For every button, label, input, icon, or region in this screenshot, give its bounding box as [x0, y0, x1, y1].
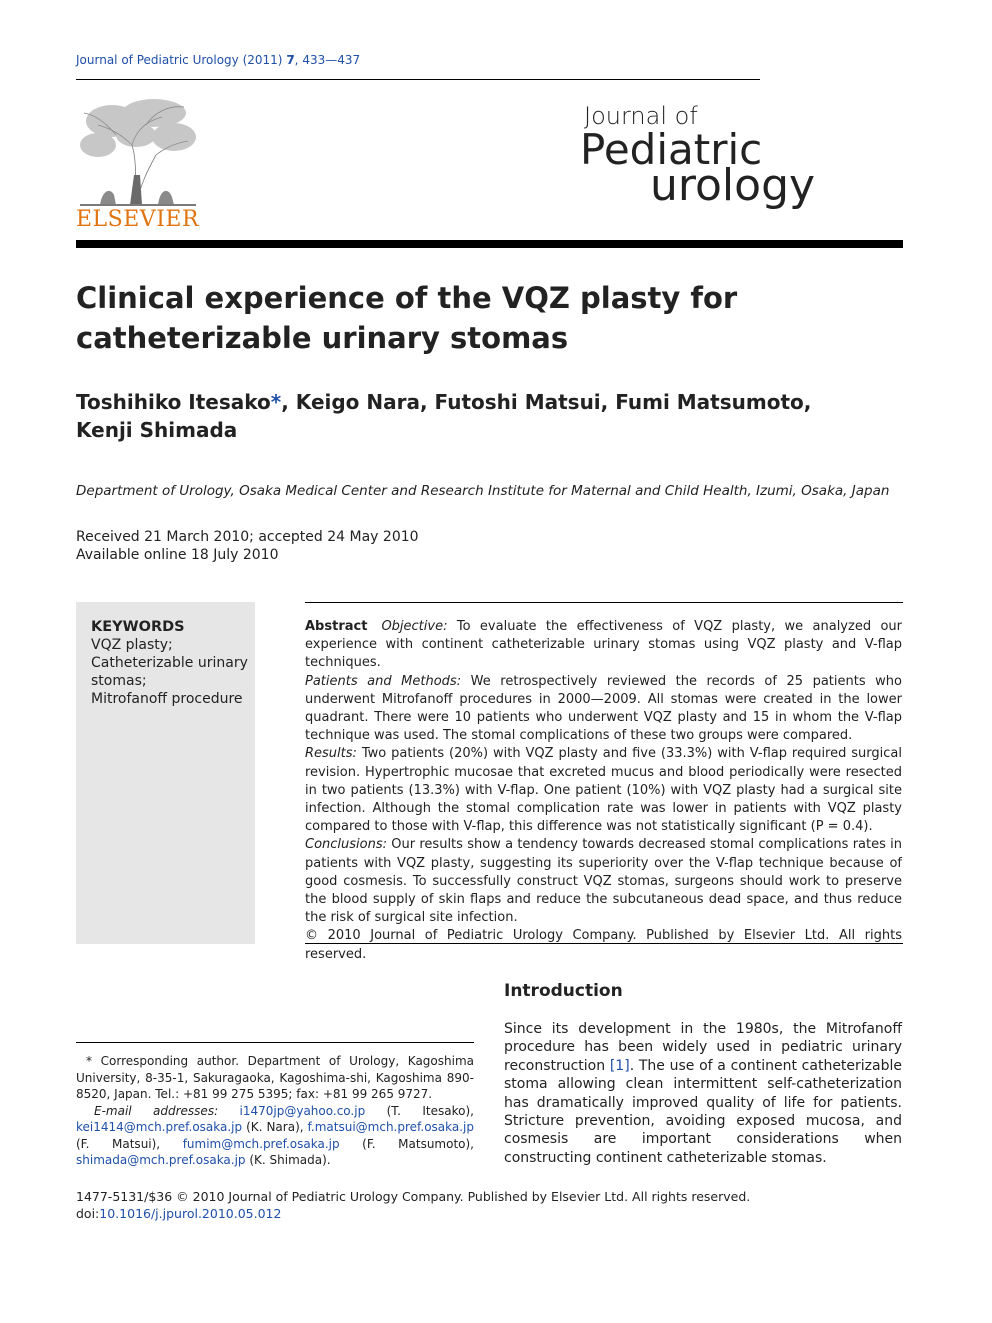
journal-citation-text: Journal of Pediatric Urology (2011) [76, 53, 283, 67]
abstract-results [305, 745, 902, 836]
email-link[interactable]: i1470jp@yahoo.co.jp [239, 1103, 366, 1118]
journal-logo [580, 100, 906, 210]
corresponding-author-star[interactable]: * [270, 390, 282, 414]
email-label: E-mail addresses: [94, 1103, 219, 1118]
results-label: Results: [305, 746, 357, 762]
bottom-info [76, 1189, 750, 1222]
journal-logo-line1: Journal of [584, 102, 698, 130]
affiliation: Department of Urology, Osaka Medical Center and Research Institute for Maternal and Child Health, Izumi, Osaka, Japan [76, 483, 890, 499]
abstract-objective [305, 618, 902, 673]
intro-text-before-ref: Since its development in the 1980s, the Mitrofanoff procedure has been widely used in pediatric urinary reconstruction [504, 1021, 902, 1074]
citation-sep: , [294, 53, 303, 67]
journal-logo-line2: Pediatric [580, 125, 763, 174]
intro-text-after-ref: . The use of a continent catheterizable stoma allowing clean intermittent self-catheterization has dramatically improved quality of life for patients. Stricture prevention, avoiding exposed mucosa, and cosmesis are important considerations when constructing continent catheterizable stomas. [504, 1057, 902, 1166]
email-link[interactable]: shimada@mch.pref.osaka.jp [76, 1153, 246, 1167]
header-thick-rule [76, 240, 903, 248]
citation-rule [76, 79, 760, 80]
email-link[interactable]: fumim@mch.pref.osaka.jp [182, 1136, 340, 1151]
methods-text: We retrospectively reviewed the records of 25 patients who underwent Mitrofanoff procedures in 2000—2009. All stomas were created in the lower quadrant. There were 10 patients who underwent VQZ plasty and 15 in whom the V-flap technique was used. The stomal complications of these two groups were compared. [305, 673, 902, 744]
elsevier-wordmark: ELSEVIER [76, 207, 200, 232]
email-addresses [76, 1103, 474, 1169]
keyword-item: Catheterizable urinary stomas; [91, 655, 248, 689]
authors-line2: Kenji Shimada [76, 418, 238, 442]
available-date: Available online 18 July 2010 [76, 547, 279, 563]
footnote [76, 1053, 474, 1169]
keywords-box [76, 602, 255, 944]
journal-volume: 7 [286, 53, 295, 67]
email-link[interactable]: f.matsui@mch.pref.osaka.jp [307, 1120, 474, 1134]
abstract-methods [305, 673, 902, 746]
abstract-conclusions [305, 836, 902, 927]
issn-line: 1477-5131/$36 © 2010 Journal of Pediatric Urology Company. Published by Elsevier Ltd. All rights reserved. [76, 1189, 751, 1204]
authors-rest: , Keigo Nara, Futoshi Matsui, Fumi Matsumoto, [281, 390, 812, 414]
email-owner: (F. Matsumoto), [339, 1136, 474, 1151]
keyword-item: VQZ plasty; [91, 637, 173, 653]
email-owner: (F. Matsui), [76, 1136, 183, 1151]
email-owner: (T. Itesako), [365, 1103, 474, 1118]
doi-line [76, 1206, 750, 1223]
keyword-item: Mitrofanoff procedure [91, 691, 243, 707]
objective-text: To evaluate the effectiveness of VQZ plasty, we analyzed our experience with continent catheterizable urinary stomas using VQZ plasty and V-flap techniques. [305, 619, 902, 671]
article-title: Clinical experience of the VQZ plasty for catheterizable urinary stomas [76, 281, 738, 355]
received-date: Received 21 March 2010; accepted 24 May 2010 [76, 529, 419, 545]
email-owner: (K. Shimada). [245, 1153, 331, 1167]
doi-label: doi: [76, 1205, 100, 1221]
keywords-heading: KEYWORDS [91, 619, 185, 635]
conclusions-text: Our results show a tendency towards decreased stomal complications rates in patients with VQZ plasty, suggesting its superiority over the V-flap technique because of good cosmesis. To successfully construct VQZ stomas, surgeons should work to preserve the blood supply of skin flaps and reduce the subcutaneous dead space, and thus reduce the risk of surgical site infection. [305, 837, 902, 926]
introduction-heading: Introduction [504, 981, 623, 1001]
objective-label: Objective: [381, 619, 448, 634]
abstract-rule-top [305, 602, 903, 603]
results-text: Two patients (20%) with VQZ plasty and five (33.3%) with V-flap required surgical revision. Hypertrophic mucosae that excreted mucus and blood periodically were resected in two patients (13.3%) with V-flap. One patient (10%) with VQZ plasty had a surgical site infection. Although the stomal complication rate was lower in patients with VQZ plasty compared to those with V-flap, this difference was not statistically significant (P = 0.4). [305, 746, 902, 835]
article-dates [76, 528, 419, 564]
abstract-copyright: © 2010 Journal of Pediatric Urology Company. Published by Elsevier Ltd. All rights reserved. [305, 928, 902, 962]
journal-citation[interactable] [76, 53, 360, 67]
abstract [305, 618, 902, 964]
abstract-label: Abstract [305, 619, 368, 634]
journal-pages: 433—437 [302, 53, 361, 67]
email-link[interactable]: kei1414@mch.pref.osaka.jp [76, 1120, 243, 1134]
footnote-rule [76, 1042, 474, 1043]
corresponding-author-note: * Corresponding author. Department of Urology, Kagoshima University, 8-35-1, Sakuragaoka, Kagoshima-shi, Kagoshima 890-8520, Japan. Tel.: +81 99 275 5395; fax: +81 99 265 9727. [76, 1054, 474, 1101]
abstract-rule-bottom [305, 943, 903, 944]
introduction-text [504, 1020, 902, 1167]
methods-label: Patients and Methods: [305, 673, 462, 689]
doi-link[interactable]: 10.1016/j.jpurol.2010.05.012 [99, 1205, 282, 1221]
journal-logo-line3: urology [650, 160, 816, 210]
author-first: Toshihiko Itesako [76, 390, 271, 414]
reference-link[interactable]: [1] [609, 1057, 630, 1074]
conclusions-label: Conclusions: [305, 837, 387, 853]
author-list [76, 388, 836, 444]
email-owner: (K. Nara), [242, 1120, 308, 1134]
